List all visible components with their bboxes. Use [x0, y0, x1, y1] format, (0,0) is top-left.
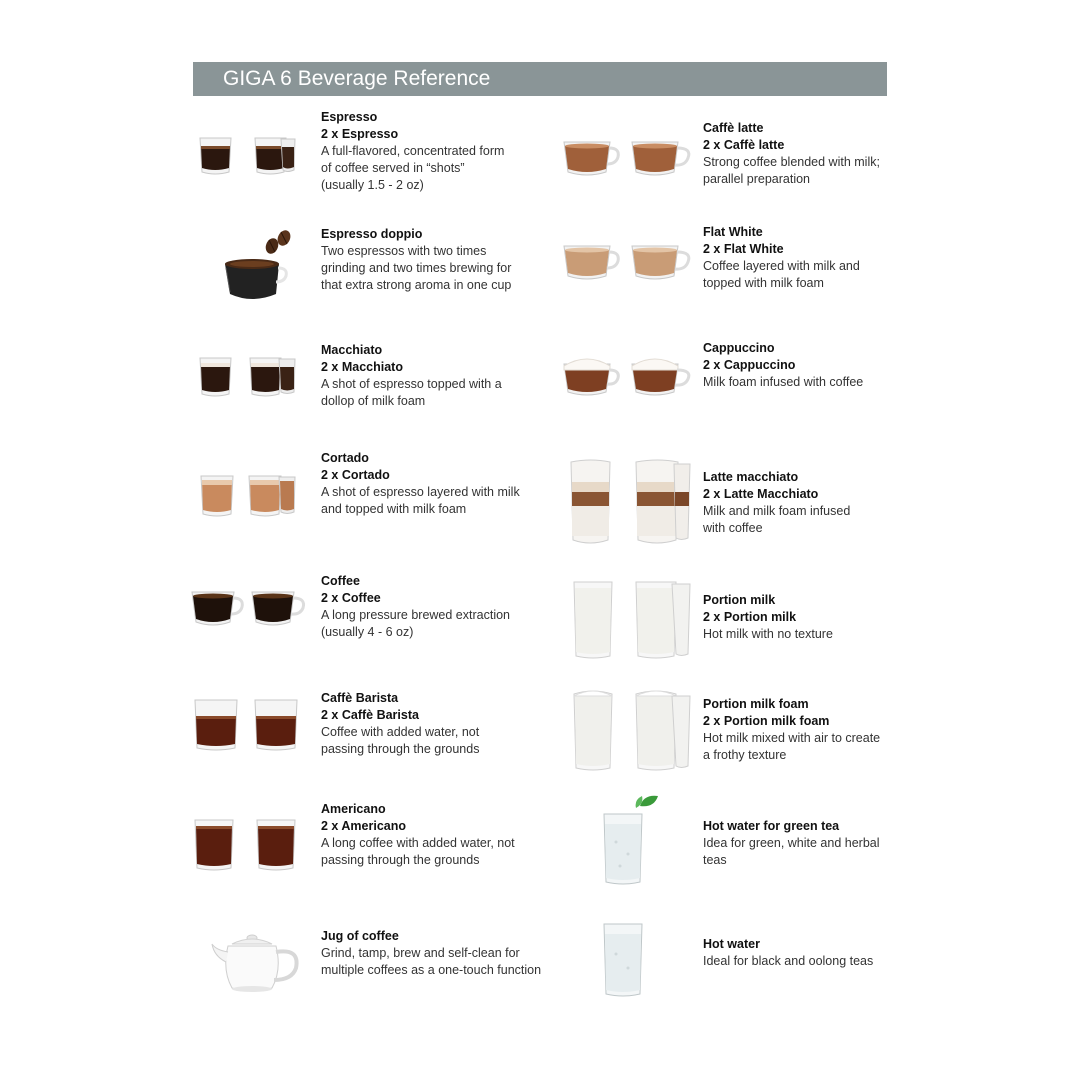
- beverage-desc-line: passing through the grounds: [321, 742, 480, 756]
- beverage-double: 2 x Flat White: [703, 242, 784, 256]
- beverage-desc-line: Ideal for black and oolong teas: [703, 954, 874, 968]
- beverage-name: Espresso: [321, 110, 378, 124]
- beverage-desc-line: dollop of milk foam: [321, 394, 426, 408]
- coffee-jug-icon: [210, 930, 306, 996]
- coffee-cup-icon: [190, 586, 318, 630]
- green-tea-water-glass-icon: [600, 792, 664, 888]
- milk-glass-icon: [572, 580, 696, 660]
- beverage-desc-line: grinding and two times brewing for: [321, 261, 512, 275]
- beverage-desc-line: A shot of espresso layered with milk: [321, 485, 520, 499]
- beverage-double: 2 x Coffee: [321, 591, 381, 605]
- milk-foam-glass-icon: [572, 688, 696, 772]
- latte-macchiato-glass-icon: [568, 458, 696, 546]
- beverage-double: 2 x Americano: [321, 819, 406, 833]
- beverage-name: Caffè Barista: [321, 691, 399, 705]
- beverage-desc-line: passing through the grounds: [321, 853, 480, 867]
- beverage-desc-line: and topped with milk foam: [321, 502, 467, 516]
- beverage-desc-line: A long pressure brewed extraction: [321, 608, 510, 622]
- beverage-name: Portion milk: [703, 593, 776, 607]
- beverage-name: Portion milk foam: [703, 697, 809, 711]
- beverage-desc-line: Milk and milk foam infused: [703, 504, 851, 518]
- beverage-desc-line: (usually 4 - 6 oz): [321, 625, 414, 639]
- beverage-desc-line: Coffee with added water, not: [321, 725, 480, 739]
- flat-white-cup-icon: [560, 240, 700, 284]
- beverage-desc-line: with coffee: [703, 521, 763, 535]
- beverage-desc-line: that extra strong aroma in one cup: [321, 278, 512, 292]
- header-banner: [193, 62, 887, 96]
- beverage-desc-line: Milk foam infused with coffee: [703, 375, 864, 389]
- page-title: GIGA 6 Beverage Reference: [223, 67, 491, 90]
- beverage-double: 2 x Caffè Barista: [321, 708, 419, 722]
- beverage-desc-line: A full-flavored, concentrated form: [321, 144, 505, 158]
- beverage-name: Hot water: [703, 937, 760, 951]
- hot-water-glass-icon: [600, 920, 648, 1000]
- beverage-desc-line: (usually 1.5 - 2 oz): [321, 178, 424, 192]
- espresso-doppio-cup-icon: [220, 224, 300, 304]
- beverage-name: Caffè latte: [703, 121, 764, 135]
- beverage-name: Hot water for green tea: [703, 819, 840, 833]
- beverage-desc-line: teas: [703, 853, 727, 867]
- beverage-double: 2 x Macchiato: [321, 360, 403, 374]
- beverage-desc-line: parallel preparation: [703, 172, 811, 186]
- beverage-name: Cappuccino: [703, 341, 775, 355]
- beverage-desc-line: A long coffee with added water, not: [321, 836, 515, 850]
- macchiato-glass-icon: [195, 352, 305, 400]
- beverage-desc-line: Coffee layered with milk and: [703, 259, 860, 273]
- beverage-desc-line: Hot milk with no texture: [703, 627, 833, 641]
- espresso-cup-icon: [195, 130, 305, 178]
- beverage-name: Cortado: [321, 451, 369, 465]
- beverage-name: Coffee: [321, 574, 360, 588]
- beverage-name: Flat White: [703, 225, 763, 239]
- beverage-double: 2 x Latte Macchiato: [703, 487, 819, 501]
- cortado-glass-icon: [197, 470, 307, 520]
- beverage-name: Espresso doppio: [321, 227, 423, 241]
- beverage-desc-line: topped with milk foam: [703, 276, 824, 290]
- beverage-desc-line: Idea for green, white and herbal: [703, 836, 880, 850]
- caffe-barista-glass-icon: [193, 696, 305, 754]
- beverage-desc-line: Hot milk mixed with air to create: [703, 731, 881, 745]
- americano-glass-icon: [193, 818, 305, 872]
- beverage-double: 2 x Portion milk: [703, 610, 797, 624]
- beverage-desc-line: multiple coffees as a one-touch function: [321, 963, 542, 977]
- caffe-latte-cup-icon: [560, 136, 700, 180]
- beverage-desc-line: Strong coffee blended with milk;: [703, 155, 880, 169]
- beverage-double: 2 x Portion milk foam: [703, 714, 830, 728]
- beverage-name: Americano: [321, 802, 386, 816]
- beverage-desc-line: A shot of espresso topped with a: [321, 377, 502, 391]
- beverage-desc-line: of coffee served in “shots”: [321, 161, 465, 175]
- beverage-desc-line: Two espressos with two times: [321, 244, 487, 258]
- beverage-desc-line: a frothy texture: [703, 748, 787, 762]
- beverage-double: 2 x Cappuccino: [703, 358, 796, 372]
- beverage-name: Jug of coffee: [321, 929, 399, 943]
- beverage-name: Macchiato: [321, 343, 383, 357]
- beverage-desc-line: Grind, tamp, brew and self-clean for: [321, 946, 520, 960]
- beverage-double: 2 x Caffè latte: [703, 138, 785, 152]
- cappuccino-cup-icon: [560, 352, 700, 400]
- beverage-name: Latte macchiato: [703, 470, 799, 484]
- beverage-double: 2 x Espresso: [321, 127, 399, 141]
- beverage-double: 2 x Cortado: [321, 468, 390, 482]
